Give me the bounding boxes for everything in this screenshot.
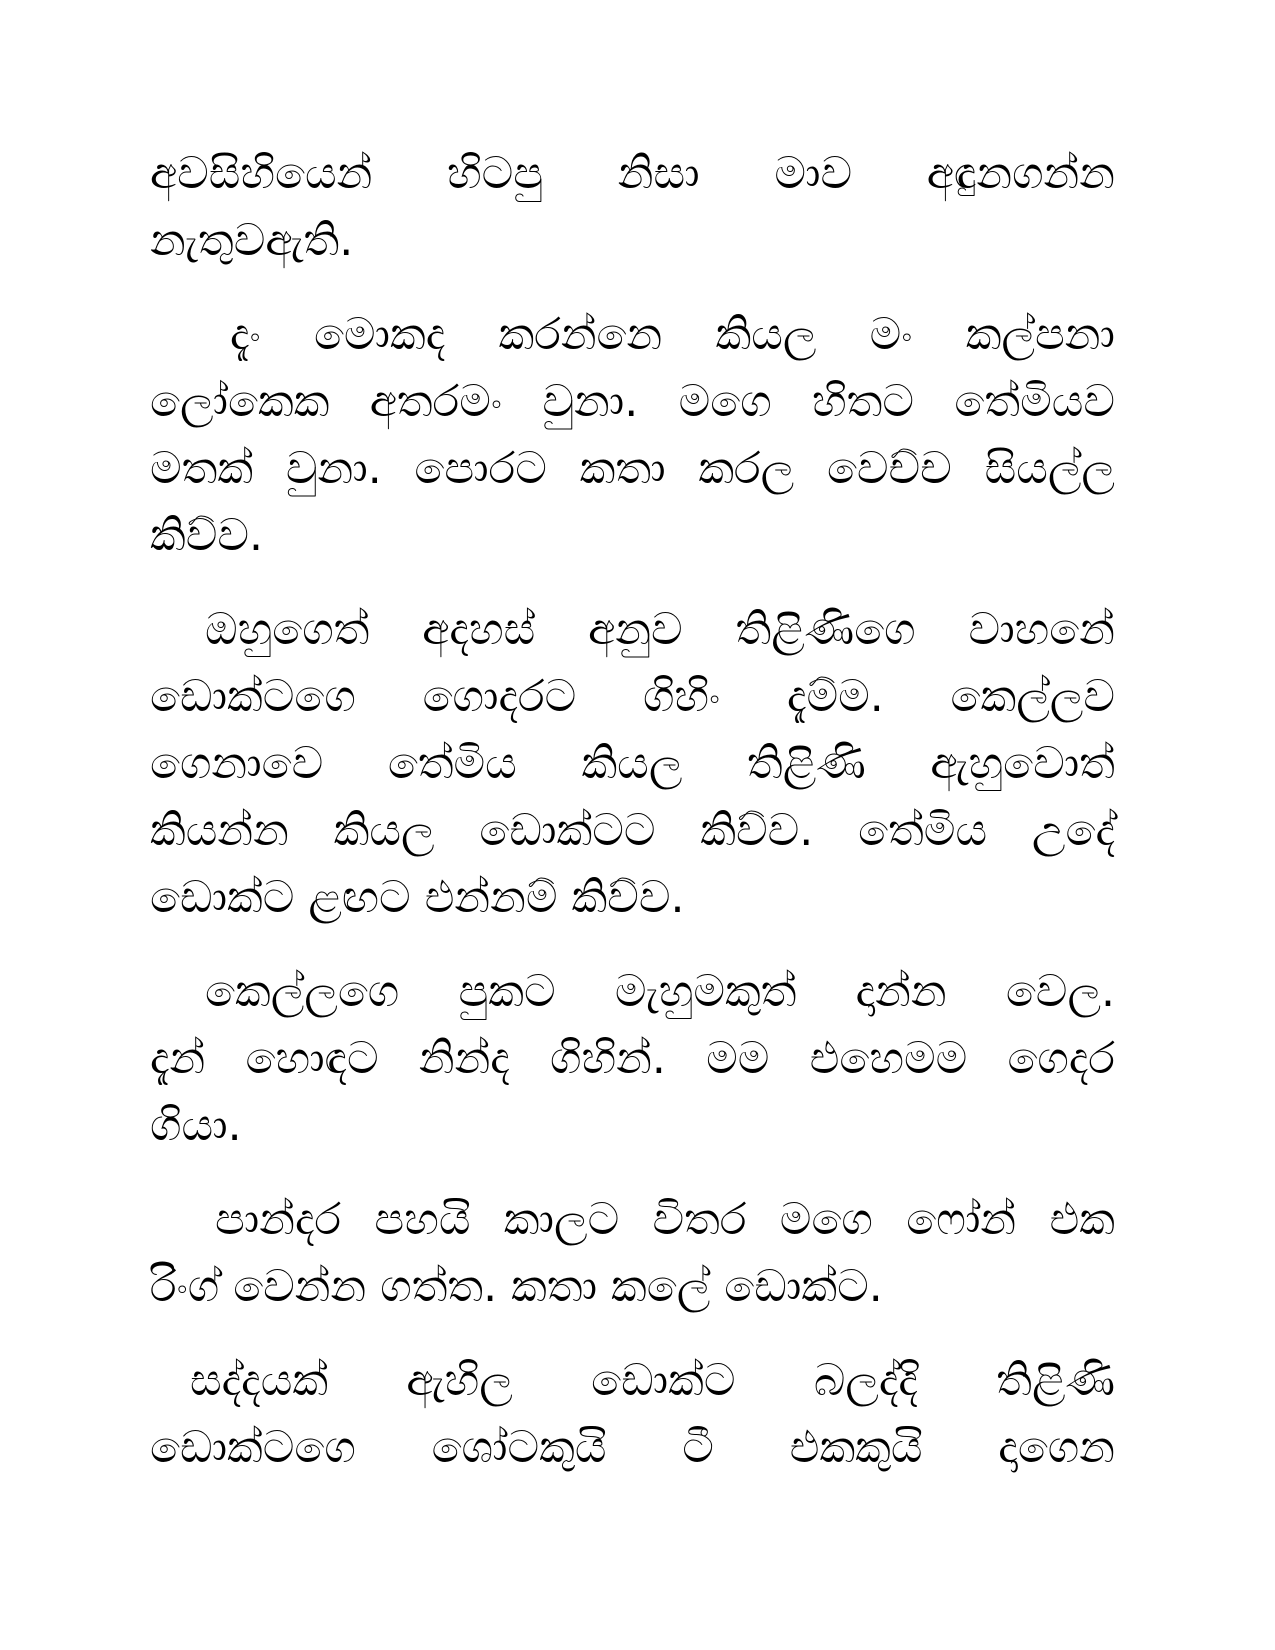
paragraph-5 [150,1186,1115,1320]
paragraph-1 [150,140,1115,274]
paragraph-3 [150,596,1115,931]
text-line: දැං මොකද කරන්නෙ කියල මං කල්පනා [230,309,1115,360]
text-line: ගියා. [150,1100,242,1151]
paragraph-6 [150,1347,1115,1481]
paragraph-4 [150,958,1115,1159]
text-line: කියන්න කියල ඩොක්ටට කිව්ව. තේමිය උදේ [150,805,1115,856]
text-line: ඩොක්ටගෙ ගොදරට ගිහිං දැම්ම. කෙල්ලව [150,671,1115,722]
text-line: මතක් වුනා. පොරට කතා කරල වෙච්ච සියල්ල [150,443,1115,494]
text-line: පාන්දර පහයි කාලට විතර මගෙ ෆෝන් එක [215,1194,1115,1245]
text-line: රිංග් වෙන්න ගත්ත. කතා කලේ ඩොක්ට. [150,1261,883,1312]
document-page [150,140,1115,1508]
text-line: දැන් හොඳට නින්ද ගිහින්. මම එහෙමම ගෙදර [150,1033,1115,1084]
text-line: නැතුවඇති. [150,215,354,266]
text-line: ගෙනාවෙ තේමිය කියල තිළිණි ඇහුවොත් [150,738,1115,789]
text-line: කිව්ව. [150,510,263,561]
text-line: ලෝකෙක අතරමං වුනා. මගෙ හිතට තේමියව [150,376,1115,427]
text-line: ඩොක්ට ළඟට එන්නම් කිව්ව. [150,872,685,923]
text-line: කෙල්ලගෙ පුකට මැහුමකුත් දාන්න වෙල. [205,966,1115,1017]
paragraph-2 [150,301,1115,569]
text-line: ඩොක්ටගෙ ශෝටකුයි ටී එකකුයි දාගෙන [150,1422,1115,1473]
text-line: සද්දයක් ඇහිල ඩොක්ට බලද්දි තිළිණි [190,1355,1115,1406]
text-line: අවසිහියෙන් හිටපු නිසා මාව අඳුනගන්න [150,148,1115,199]
text-line: ඔහුගෙත් අදහස් අනුව තිළිණිගෙ වාහනේ [205,604,1115,655]
